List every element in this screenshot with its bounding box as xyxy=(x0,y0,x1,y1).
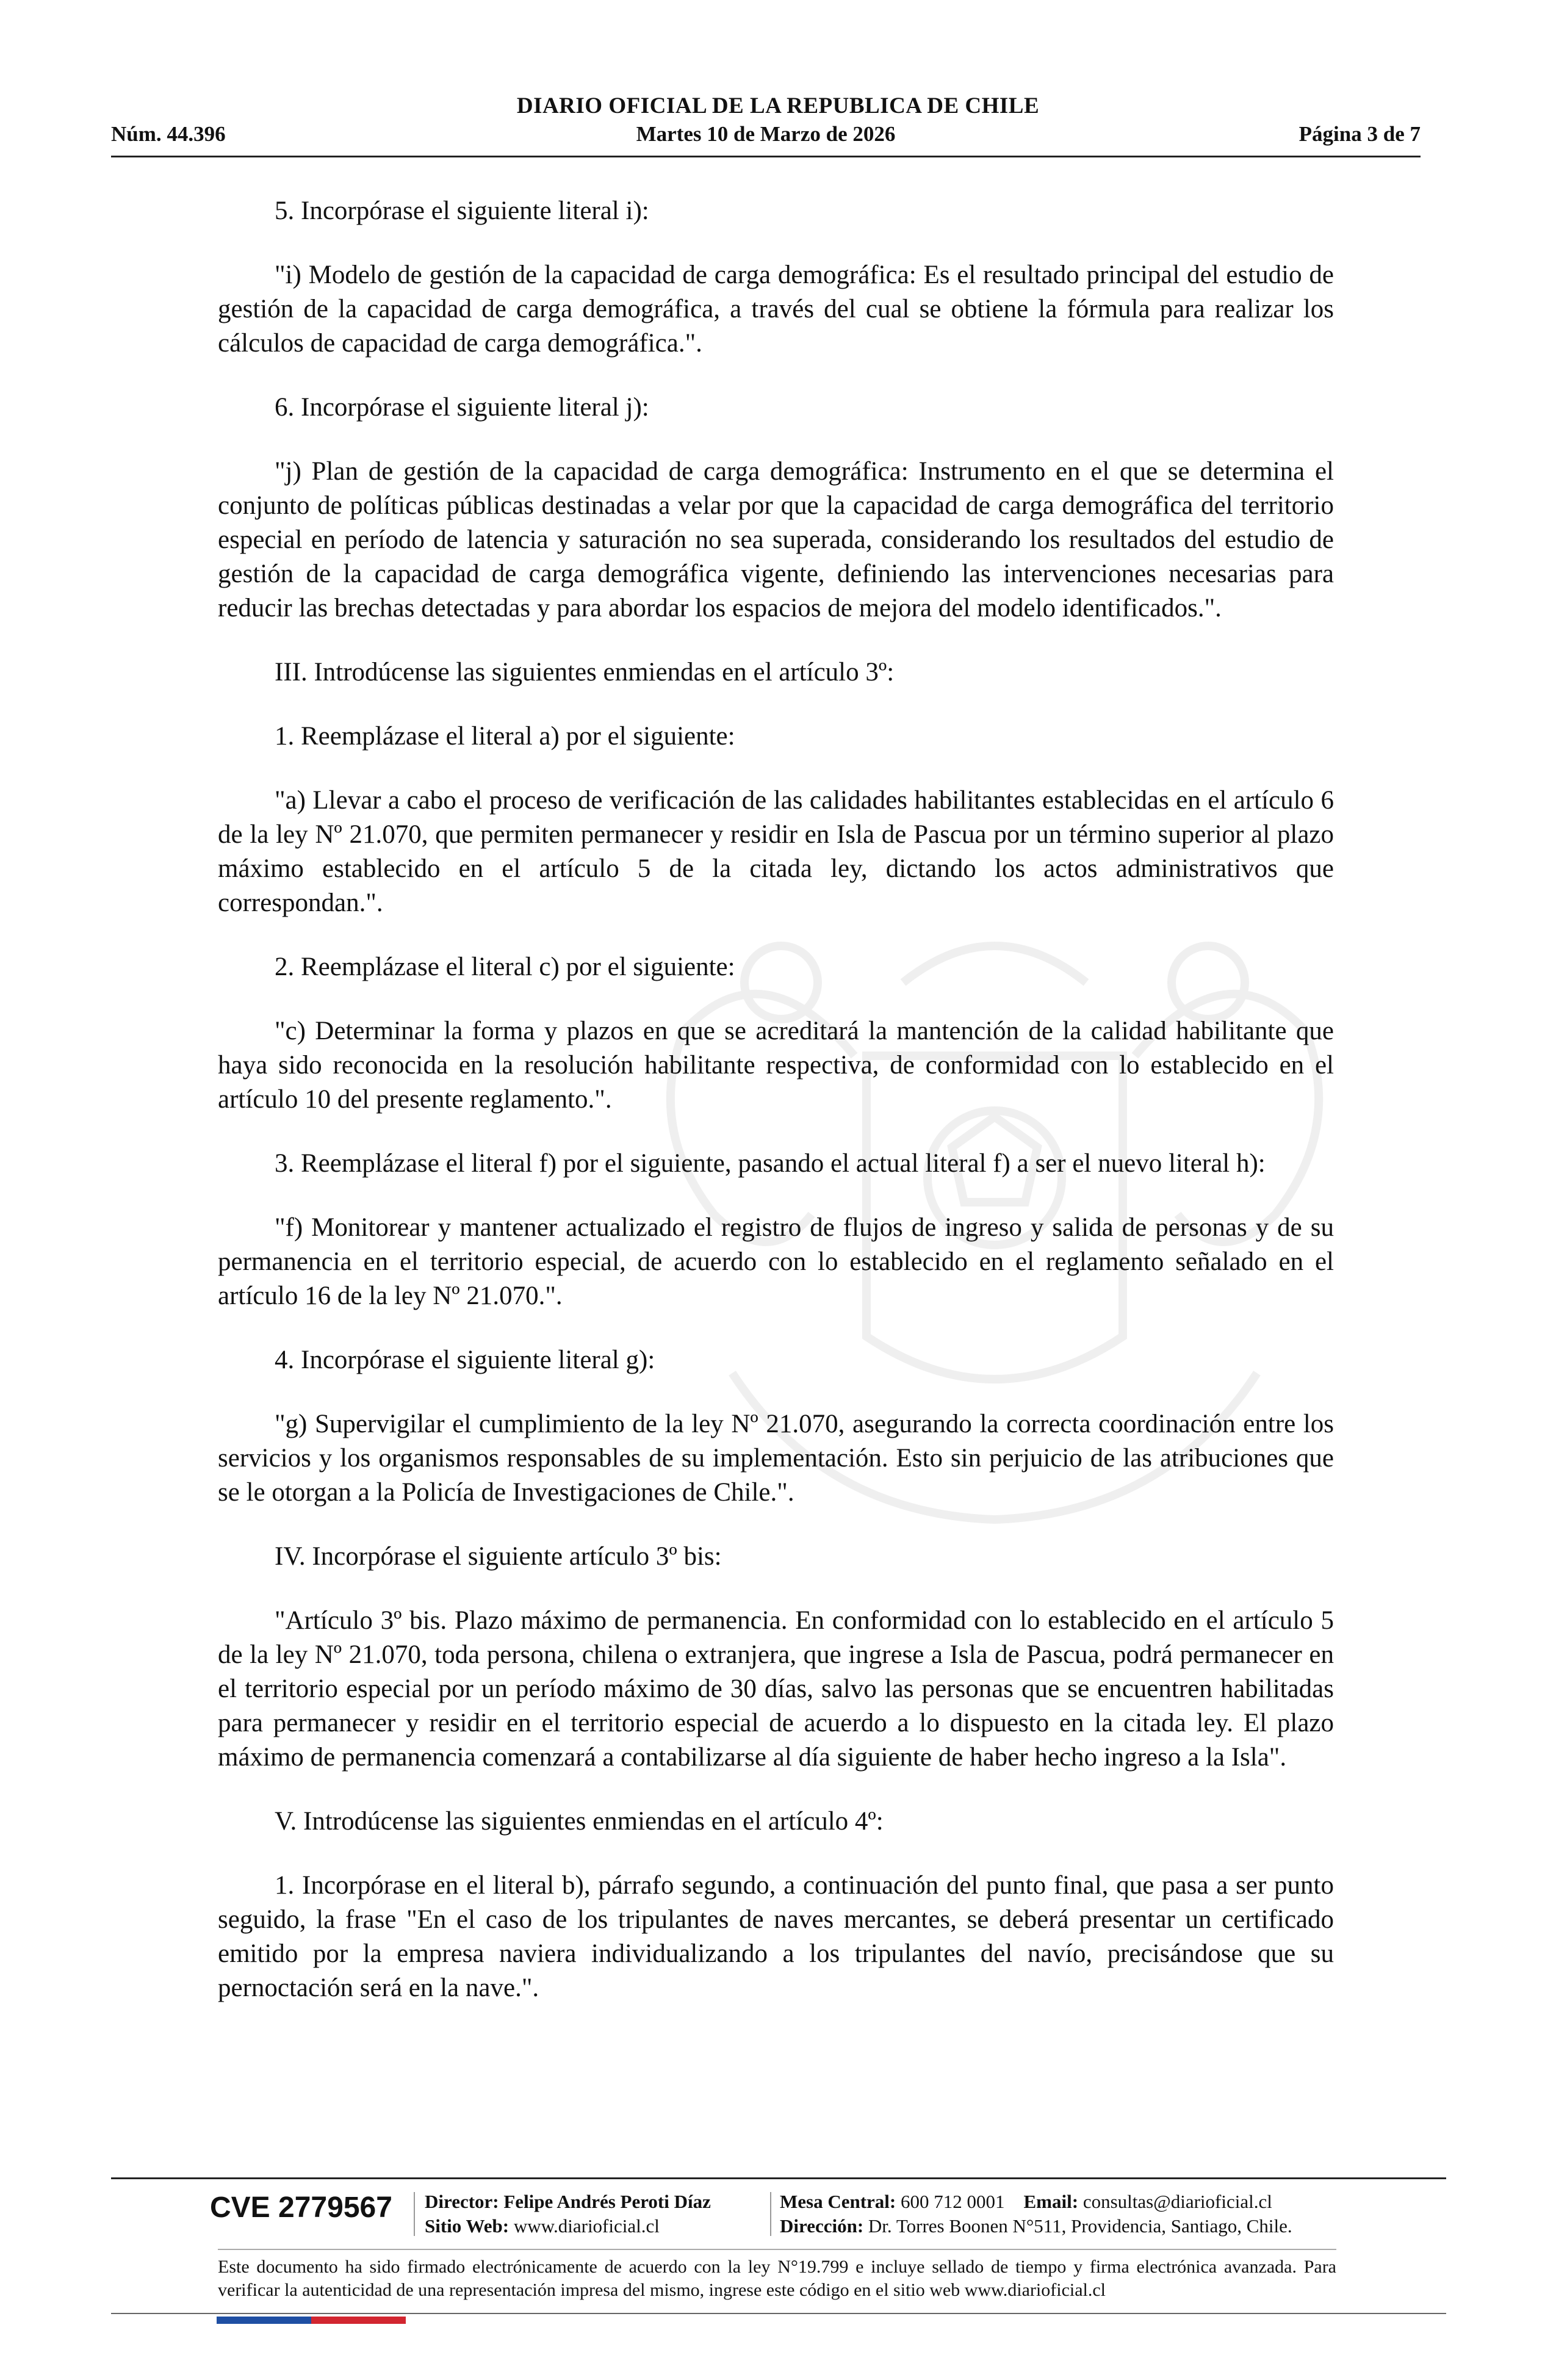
footer-inner-divider xyxy=(218,2249,1336,2250)
newspaper-title: DIARIO OFICIAL DE LA REPUBLICA DE CHILE xyxy=(516,93,1040,118)
address-label: Dirección: xyxy=(780,2215,864,2237)
footer-separator xyxy=(770,2192,771,2236)
address-value: Dr. Torres Boonen N°511, Providencia, Santiago, Chile. xyxy=(868,2215,1292,2237)
footer-bottom-divider xyxy=(111,2313,1446,2314)
director-label: Director: xyxy=(425,2191,499,2212)
paragraph: "c) Determinar la forma y plazos en que se acreditará la mantención de la calidad habilitante que haya sido reconocida en la resolución habilitante respectiva, de conformidad con lo establecido en el artículo 10 del presente reglamento.". xyxy=(218,1017,1334,1114)
issue-number: Núm. 44.396 xyxy=(111,122,226,146)
website-link[interactable]: www.diarioficial.cl xyxy=(513,2215,660,2237)
paragraph: 5. Incorpórase el siguiente literal i): xyxy=(275,197,649,225)
cve-code: CVE 2779567 xyxy=(210,2191,392,2224)
director-name: Felipe Andrés Peroti Díaz xyxy=(503,2191,711,2212)
flag-blue-band xyxy=(217,2317,311,2324)
page-number: Página 3 de 7 xyxy=(1298,122,1421,146)
footer-contact-block xyxy=(780,2190,1292,2238)
footer-divider xyxy=(111,2177,1446,2179)
paragraph: 4. Incorpórase el siguiente literal g): xyxy=(275,1346,655,1374)
header-row xyxy=(111,122,1421,153)
paragraph: III. Introdúcense las siguientes enmiendas en el artículo 3º: xyxy=(275,658,895,687)
footer-director-block xyxy=(425,2190,711,2238)
paragraph: "i) Modelo de gestión de la capacidad de carga demográfica: Es el resultado principal del estudio de gestión de la capacidad de carga demográfica, a través del cual se obtiene la fórmula para realizar los cálculos de capacidad de carga demográfica.". xyxy=(218,261,1334,358)
paragraph: 1. Incorpórase en el literal b), párrafo segundo, a continuación del punto final, que pasa a ser punto seguido, la frase "En el caso de los tripulantes de naves mercantes, se deberá presentar un certificado emitido por la empresa naviera individualizando a los tripulantes del navío, precisándose que su pernoctación será en la nave.". xyxy=(218,1871,1334,2002)
paragraph: 6. Incorpórase el siguiente literal j): xyxy=(275,393,649,422)
paragraph: "a) Llevar a cabo el proceso de verificación de las calidades habilitantes establecidas en el artículo 6 de la ley Nº 21.070, que permiten permanecer y residir en Isla de Pascua por un término superior al plazo máximo establecido en el artículo 5 de la citada ley, dictando los actos administrativos que correspondan.". xyxy=(218,786,1334,917)
footer-separator xyxy=(414,2192,415,2236)
paragraph: "j) Plan de gestión de la capacidad de carga demográfica: Instrumento en el que se determina el conjunto de políticas públicas destinadas a velar por que la capacidad de carga demográfica del territorio especial en período de latencia y saturación no sea superada, considerando los resultados del estudio de gestión de la capacidad de carga demográfica vigente, definiendo las intervenciones necesarias para reducir las brechas detectadas y para abordar los espacios de mejora del modelo identificados.". xyxy=(218,457,1334,622)
paragraph: "f) Monitorear y mantener actualizado el registro de flujos de ingreso y salida de personas y de su permanencia en el territorio especial, de acuerdo con lo establecido en el reglamento señalado en el artículo 16 de la ley Nº 21.070.". xyxy=(218,1213,1334,1310)
mesa-central-phone: 600 712 0001 xyxy=(901,2191,1005,2212)
paragraph: 2. Reemplázase el literal c) por el siguiente: xyxy=(275,953,735,981)
issue-date: Martes 10 de Marzo de 2026 xyxy=(636,122,896,146)
email-label: Email: xyxy=(1023,2191,1079,2212)
paragraph: 1. Reemplázase el literal a) por el siguiente: xyxy=(275,722,735,751)
paragraph: 3. Reemplázase el literal f) por el siguiente, pasando el actual literal f) a ser el nuevo literal h): xyxy=(275,1149,1266,1178)
electronic-signature-note: Este documento ha sido firmado electrónicamente de acuerdo con la ley N°19.799 e incluye sellado de tiempo y firma electrónica avanzada. Para verificar la autenticidad de una representación impresa del mismo, ingrese este código en el sitio web www.diarioficial.cl xyxy=(218,2257,1336,2300)
paragraph: "g) Supervigilar el cumplimiento de la ley Nº 21.070, asegurando la correcta coordinación entre los servicios y los organismos responsables de su implementación. Esto sin perjuicio de las atribuciones que se le otorgan a la Policía de Investigaciones de Chile.". xyxy=(218,1410,1334,1507)
mesa-central-label: Mesa Central: xyxy=(780,2191,896,2212)
email-link[interactable]: consultas@diarioficial.cl xyxy=(1082,2191,1272,2212)
chile-flag-stripe xyxy=(217,2317,406,2324)
header-divider xyxy=(111,156,1421,157)
paragraph: IV. Incorpórase el siguiente artículo 3º bis: xyxy=(275,1542,722,1571)
website-label: Sitio Web: xyxy=(425,2215,510,2237)
paragraph: "Artículo 3º bis. Plazo máximo de permanencia. En conformidad con lo establecido en el artículo 5 de la ley Nº 21.070, toda persona, chilena o extranjera, que ingrese a Isla de Pascua, podrá permanecer en el territorio especial por un período máximo de 30 días, salvo las personas que se encuentren habilitadas para permanecer y residir en el territorio especial de acuerdo a lo dispuesto en la citada ley. El plazo máximo de permanencia comenzará a contabilizarse al día siguiente de haber hecho ingreso a la Isla". xyxy=(218,1606,1334,1772)
paragraph: V. Introdúcense las siguientes enmiendas en el artículo 4º: xyxy=(275,1807,884,1836)
flag-red-band xyxy=(311,2317,406,2324)
document-body xyxy=(218,194,1334,2035)
